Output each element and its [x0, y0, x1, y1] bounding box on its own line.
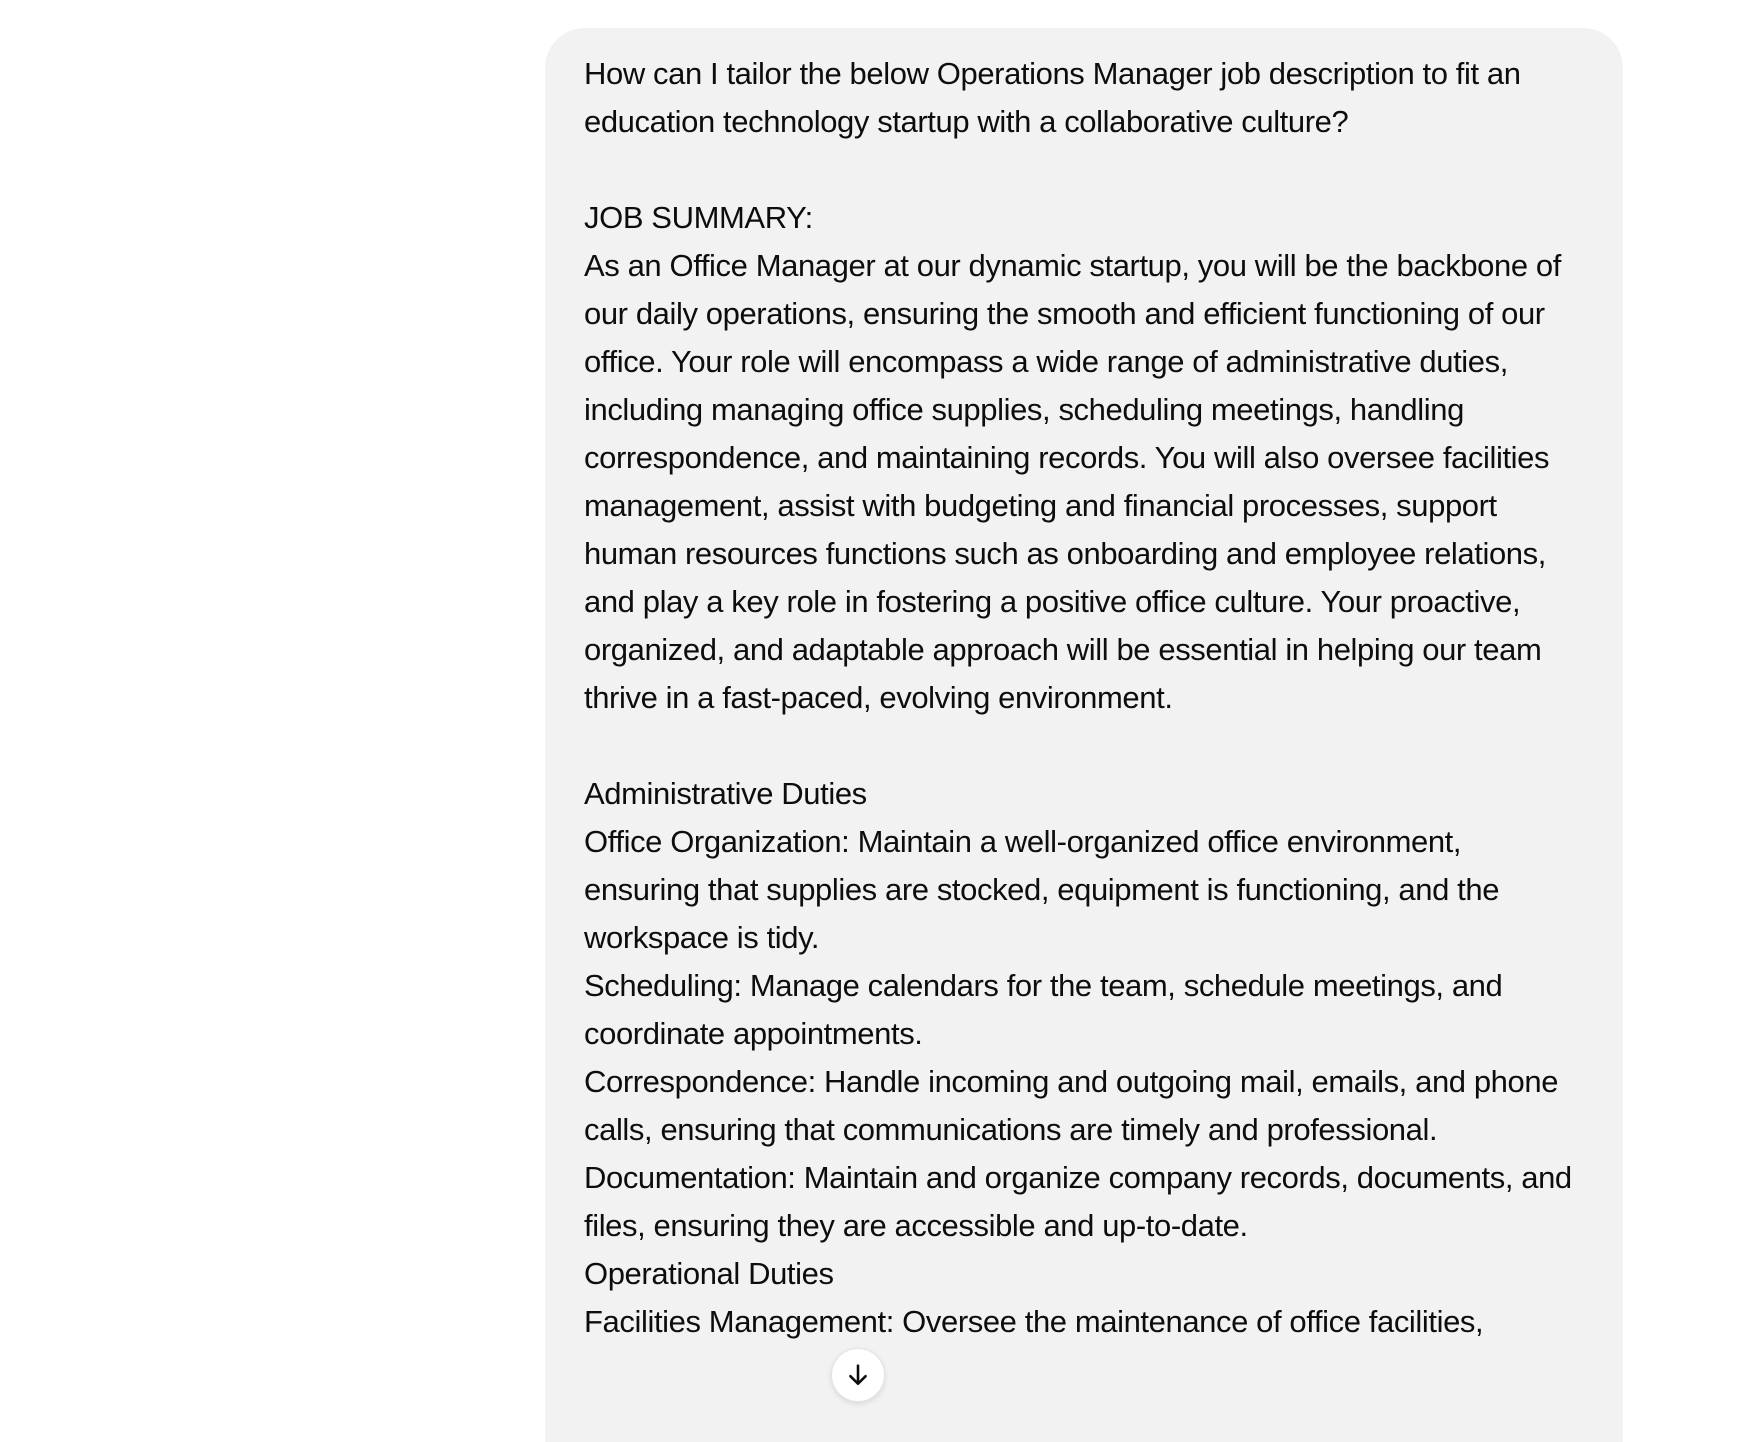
user-message-bubble — [545, 28, 1623, 1442]
arrow-down-icon — [844, 1361, 872, 1389]
user-message-text: How can I tailor the below Operations Manager job description to fit an education technology startup with a collaborative culture? JOB SUMMARY: As an Office Manager at our dynamic startup, you will be the backbone of our daily operations, ensuring the smooth and efficient functioning of our office. Your role will encompass a wide range of administrative duties, including managing office supplies, scheduling meetings, handling correspondence, and maintaining records. You will also oversee facilities management, assist with budgeting and financial processes, support human resources functions such as onboarding and employee relations, and play a key role in fostering a positive office culture. Your proactive, organized, and adaptable approach will be essential in helping our team thrive in a fast-paced, evolving environment. Administrative Duties Office Organization: Maintain a well-organized office environment, ensuring that supplies are stocked, equipment is functioning, and the workspace is tidy. Scheduling: Manage calendars for the team, schedule meetings, and coordinate appointments. Correspondence: Handle incoming and outgoing mail, emails, and phone calls, ensuring that communications are timely and professional. Documentation: Maintain and organize company records, documents, and files, ensuring they are accessible and up-to-date. Operational Duties Facilities Management: Oversee the maintenance of office facilities, — [584, 56, 1572, 1339]
scroll-to-bottom-button[interactable] — [831, 1348, 885, 1402]
